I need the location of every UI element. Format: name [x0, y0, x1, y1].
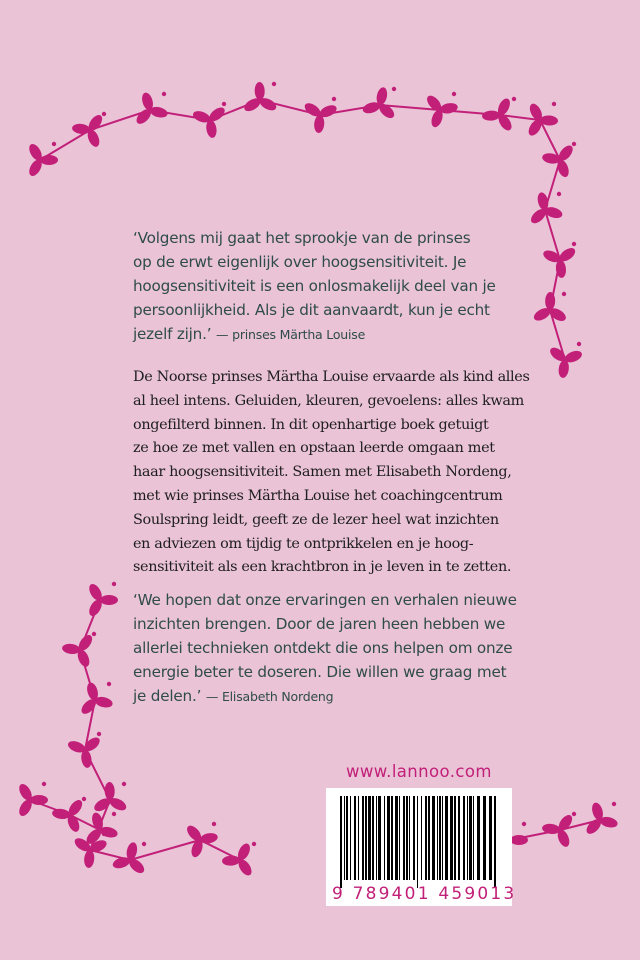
- leaf: [313, 115, 325, 134]
- barcode-bar: [432, 796, 435, 880]
- barcode-bar: [437, 796, 438, 880]
- leaf: [558, 359, 570, 378]
- berry: [107, 682, 111, 686]
- quote-line: allerlei technieken ontdekt die ons helpen om onze: [133, 639, 513, 657]
- barcode-bar: [489, 796, 492, 880]
- barcode-bar: [378, 796, 381, 880]
- barcode-bar: [421, 796, 422, 880]
- barcode-bar: [372, 796, 374, 880]
- barcode-bar: [463, 796, 465, 880]
- leaf: [83, 850, 95, 869]
- quote-line: jezelf zijn.’: [133, 325, 212, 343]
- blurb-line: ze hoe ze met vallen en opstaan leerde omgaan met: [133, 440, 495, 457]
- barcode-bar: [467, 796, 468, 880]
- leaf: [30, 795, 48, 805]
- leaf: [545, 292, 555, 310]
- quote-line: persoonlijkheid. Als je dit aanvaardt, kun je echt: [133, 301, 490, 319]
- berry: [112, 582, 116, 586]
- berry: [212, 822, 216, 826]
- isbn-number: 9 789401 459013: [332, 884, 517, 904]
- quote-author: — Elisabeth Nordeng: [205, 689, 334, 704]
- berry: [102, 112, 106, 116]
- berry: [562, 292, 566, 296]
- barcode-bar: [340, 796, 342, 888]
- barcode-bars: [340, 796, 498, 888]
- berry: [332, 97, 336, 101]
- barcode-bar: [399, 796, 400, 880]
- barcode-bar: [346, 796, 348, 880]
- leaf: [510, 835, 528, 845]
- leaf: [254, 82, 265, 100]
- barcode-bar: [445, 796, 448, 880]
- leaf: [104, 782, 115, 800]
- barcode-bar: [454, 796, 456, 880]
- barcode-bar: [425, 796, 427, 880]
- barcode-bar: [368, 796, 371, 880]
- barcode-bar: [354, 796, 356, 880]
- barcode-bar: [387, 796, 390, 880]
- blurb-line: al heel intens. Geluiden, kleuren, gevoelens: alles kwam: [133, 392, 524, 409]
- berry: [572, 242, 576, 246]
- berry: [82, 797, 86, 801]
- blurb-line: ongefilterd binnen. In dit openhartige boek getuigt: [133, 416, 489, 433]
- berry: [557, 192, 561, 196]
- berry: [122, 782, 126, 786]
- blurb-line: sensitiviteit als een krachtbron in je leven in te zetten.: [133, 559, 512, 576]
- barcode-bar: [391, 796, 393, 880]
- berry: [97, 732, 101, 736]
- barcode-bar: [439, 796, 441, 880]
- berry: [512, 97, 516, 101]
- barcode-bar: [395, 796, 398, 880]
- barcode-bar: [384, 796, 385, 880]
- barcode-bar: [413, 796, 415, 880]
- quote-author: — prinses Märtha Louise: [216, 327, 366, 342]
- berry: [142, 842, 146, 846]
- berry: [162, 92, 166, 96]
- barcode-bar: [365, 796, 367, 880]
- blurb-line: De Noorse prinses Märtha Louise ervaarde als kind alles: [133, 369, 530, 385]
- barcode: [326, 788, 517, 906]
- berry: [42, 782, 46, 786]
- berry: [572, 812, 576, 816]
- blurb-line: met wie prinses Märtha Louise het coachingcentrum: [133, 487, 503, 504]
- barcode-bar: [483, 796, 486, 880]
- berry: [552, 102, 556, 106]
- berry: [572, 142, 576, 146]
- quote-martha-louise: [133, 226, 523, 347]
- blurb: [133, 366, 543, 580]
- barcode-bar: [350, 796, 351, 880]
- quote-line: hoogsensitiviteit is een onlosmakelijk deel van je: [133, 277, 496, 295]
- leaf: [62, 643, 81, 655]
- barcode-bar: [376, 796, 377, 880]
- barcode-bar: [450, 796, 453, 880]
- berry: [452, 92, 456, 96]
- barcode-bar: [469, 796, 472, 880]
- barcode-bar: [409, 796, 410, 880]
- berry: [222, 102, 226, 106]
- barcode-bar: [442, 796, 443, 880]
- barcode-bar: [458, 796, 460, 880]
- leaf: [72, 123, 91, 135]
- barcode-bar: [473, 796, 474, 880]
- barcode-bar: [362, 796, 364, 880]
- berry: [522, 822, 526, 826]
- barcode-bar: [428, 796, 430, 880]
- berry: [392, 87, 396, 91]
- barcode-bar: [477, 796, 480, 880]
- quote-line: je delen.’: [133, 687, 202, 705]
- quote-line: op de erwt eigenlijk over hoogsensitiviteit. Je: [133, 253, 467, 271]
- berry: [577, 342, 581, 346]
- berry: [612, 802, 616, 806]
- barcode-bar: [344, 796, 345, 880]
- leaf: [222, 855, 241, 866]
- berry: [272, 82, 276, 86]
- quote-elisabeth-nordeng: [133, 588, 533, 709]
- quote-line: inzichten brengen. Door de jaren heen hebben we: [133, 615, 506, 633]
- leaf: [100, 595, 118, 605]
- blurb-line: Soulspring leidt, geeft ze de lezer heel wat inzichten: [133, 511, 499, 528]
- quote-line: ‘Volgens mij gaat het sprookje van de prinses: [133, 229, 471, 247]
- barcode-bar: [358, 796, 359, 880]
- quote-line: energie beter te doseren. Die willen we graag met: [133, 663, 507, 681]
- leaf: [40, 155, 58, 165]
- blurb-line: en adviezen om tijdig te ontprikkelen en je hoog-: [133, 535, 474, 552]
- barcode-bar: [406, 796, 408, 880]
- quote-line: ‘We hopen dat onze ervaringen en verhalen nieuwe: [133, 591, 517, 609]
- berry: [52, 142, 56, 146]
- barcode-bar: [494, 796, 496, 888]
- blurb-line: haar hoogsensitiviteit. Samen met Elisabeth Nordeng,: [133, 464, 512, 481]
- berry: [92, 632, 96, 636]
- berry: [252, 842, 256, 846]
- barcode-bar: [417, 796, 418, 888]
- leaf: [482, 110, 501, 121]
- berry: [112, 812, 116, 816]
- publisher-website[interactable]: www.lannoo.com: [346, 762, 492, 781]
- barcode-bar: [403, 796, 405, 880]
